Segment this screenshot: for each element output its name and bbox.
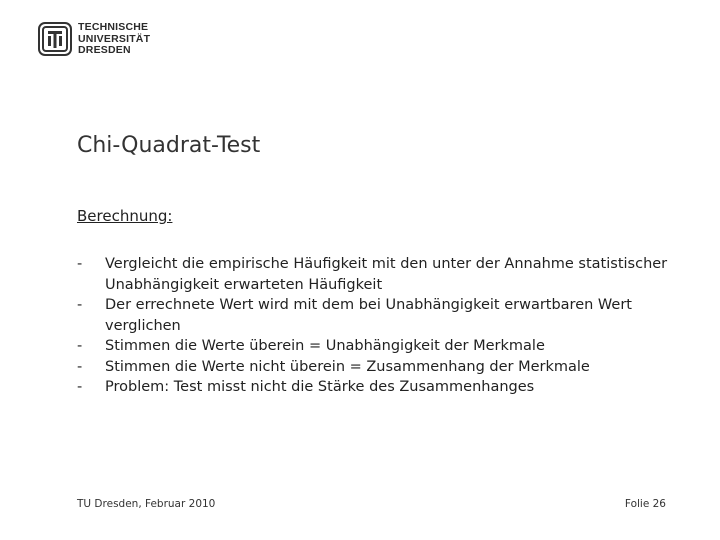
logo-line: DRESDEN: [78, 44, 131, 56]
logo-line: TECHNISCHE: [78, 21, 149, 33]
list-item: [77, 254, 677, 295]
tu-dresden-emblem-icon: [38, 22, 72, 56]
list-item: [77, 357, 677, 378]
slide-title: Chi-Quadrat-Test: [77, 133, 261, 158]
tu-dresden-logo: [38, 22, 150, 57]
bullet-marker: -: [77, 338, 83, 354]
bullet-text: Stimmen die Werte nicht überein = Zusammenhang der Merkmale: [105, 358, 590, 375]
bullet-text: Vergleicht die empirische Häufigkeit mit den unter der Annahme statistischer Unabhängigkeit erwarteten Häufigkeit: [105, 256, 668, 293]
section-heading: Berechnung:: [77, 207, 173, 225]
bullet-marker: -: [77, 379, 83, 395]
logo-wordmark: [78, 22, 150, 57]
list-item: [77, 295, 677, 336]
bullet-marker: -: [77, 256, 83, 272]
bullet-text: Problem: Test misst nicht die Stärke des Zusammenhanges: [105, 379, 535, 395]
bullet-text: Der errechnete Wert wird mit dem bei Unabhängigkeit erwartbaren Wert verglichen: [105, 297, 632, 334]
bullet-marker: -: [77, 358, 83, 375]
slide-number: Folie 26: [624, 498, 666, 510]
logo-line: UNIVERSITÄT: [78, 32, 151, 45]
bullet-text: Stimmen die Werte überein = Unabhängigkeit der Merkmale: [105, 338, 545, 354]
bullet-list: [77, 254, 677, 398]
list-item: [77, 336, 677, 357]
list-item: [77, 377, 677, 398]
footer-source: TU Dresden, Februar 2010: [77, 498, 216, 510]
bullet-marker: -: [77, 297, 83, 313]
